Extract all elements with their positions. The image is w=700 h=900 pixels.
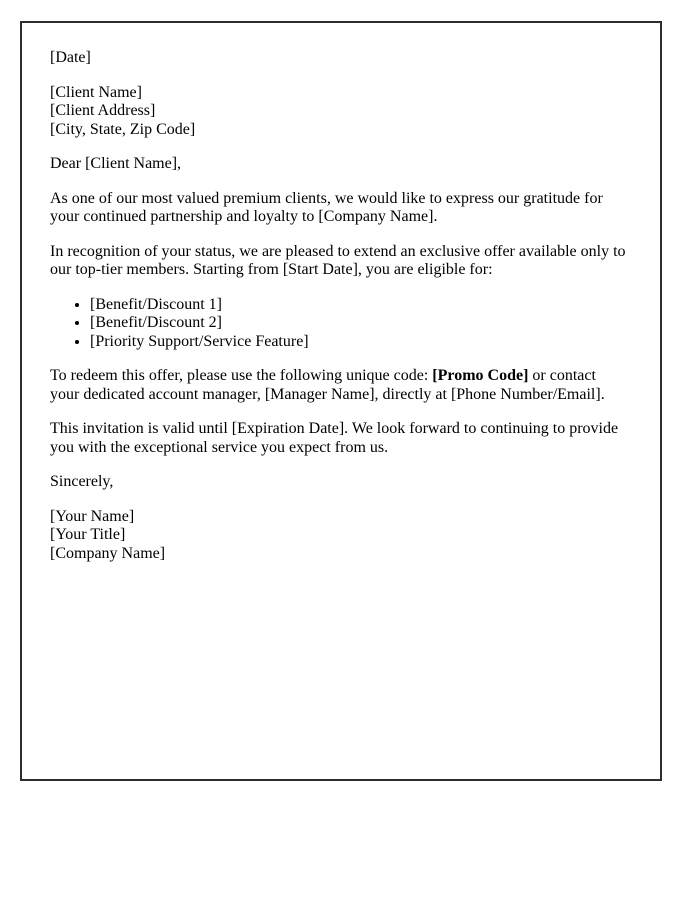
paragraph-offer: In recognition of your status, we are pleased to extend an exclusive offer available only to our top-tier members. Starting from [Start Date], you are eligible for: (50, 242, 626, 278)
date-line: [Date] (50, 49, 91, 66)
closing: Sincerely, (50, 473, 114, 490)
letter-page (20, 21, 662, 781)
redeem-text-before-code: To redeem this offer, please use the following unique code: (50, 367, 433, 384)
benefit-item-3: • [Priority Support/Service Feature] (90, 333, 628, 352)
signature-company: [Company Name] (50, 544, 166, 562)
paragraph-validity: This invitation is valid until [Expiration Date]. We look forward to continuing to provide you with the exceptional service you expect from us. (50, 420, 619, 456)
signature-block (50, 508, 628, 564)
benefit-item-2: • [Benefit/Discount 2] (90, 314, 628, 333)
signature-title: [Your Title] (50, 526, 126, 543)
paragraph-gratitude: As one of our most valued premium clients, we would like to express our gratitude for your continued partnership and loyalty to [Company Name]. (50, 189, 603, 225)
paragraph-redeem (50, 367, 628, 404)
benefit-item-1: • [Benefit/Discount 1] (90, 296, 628, 315)
benefits-list (50, 296, 628, 352)
recipient-block (50, 84, 628, 140)
recipient-name: [Client Name] (50, 83, 142, 101)
redeem-text-after-code: or contact your dedicated account manager, [Manager Name], directly at [Phone Number/Email]. (50, 367, 605, 403)
salutation: Dear [Client Name], (50, 155, 182, 172)
recipient-address: [Client Address] (50, 102, 156, 119)
recipient-city-state-zip: [City, State, Zip Code] (50, 120, 196, 138)
signature-name: [Your Name] (50, 507, 135, 525)
promo-code: [Promo Code] (432, 367, 529, 384)
